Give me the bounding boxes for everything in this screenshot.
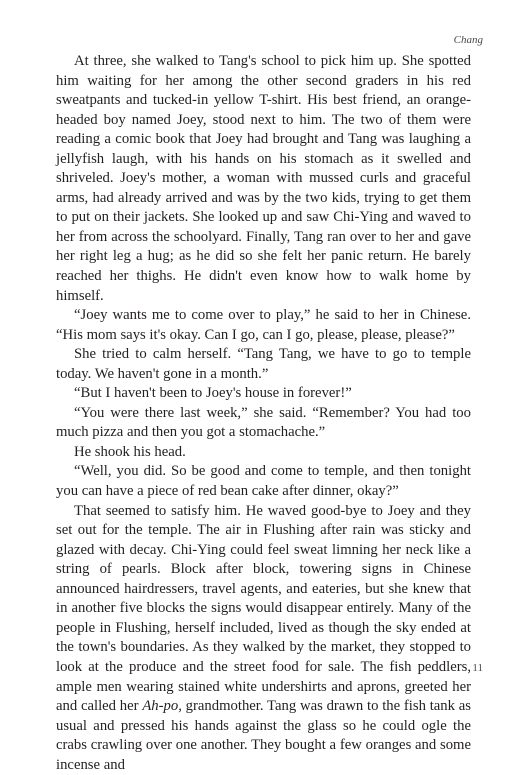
paragraph: At three, she walked to Tang's school to pick him up. She spotted him waiting for her among the other second graders in his red sweatpants and tucked-in yellow T-shirt. His best friend, an orange-headed boy named Joey, stood next to him. The two of them were reading a comic book that Joey had brought and Tang was laughing a jellyfish laugh, with his hands on his stomach as it swelled and shriveled. Joey's mother, a woman with mussed curls and graceful arms, had already arrived and was by the two kids, trying to get them to put on their jackets. She looked up and saw Chi-Ying and waved to her from across the schoolyard. Finally, Tang ran over to her and gave her right leg a hug; as he did so she felt her panic return. He barely reached her thighs. He didn't even know how to walk home by himself. <box>56 53 471 304</box>
italic-term: Ah-po <box>142 698 179 715</box>
paragraph: “Well, you did. So be good and come to temple, and then tonight you can have a piece of red bean cake after dinner, okay?” <box>56 463 471 500</box>
paragraph: She tried to calm herself. “Tang Tang, we have to go to temple today. We haven't gone in a month.” <box>56 346 471 382</box>
running-head: Chang <box>453 34 483 46</box>
body-text <box>56 52 471 775</box>
paragraph: He shook his head. <box>74 443 186 460</box>
paragraph-last <box>56 502 471 775</box>
paragraph-text: That seemed to satisfy him. He waved good-bye to Joey and they set out for the temple. The air in Flushing after rain was sticky and glazed with decay. Chi-Ying could feel sweat limning her neck like a string of pearls. Block after block, towering signs in Chinese announced hairdressers, travel agents, and eateries, but she knew that in another five blocks the signs would disappear entirely. Many of the people in Flushing, herself included, lived as though the sky ended at the town's boundaries. As they walked by the market, they stopped to look at the produce and the street food for sale. The fish peddlers, ample men wearing stained white undershirts and aprons, greeted her and called her <box>56 502 471 715</box>
paragraph: “But I haven't been to Joey's house in forever!” <box>74 385 352 402</box>
page-number: 11 <box>472 662 483 674</box>
paragraph-text: , grandmother. Tang was drawn to the fish tank as usual and pressed his hands against the glass so he could ogle the crabs crawling over one another. They bought a few oranges and some incense and <box>56 698 471 773</box>
paragraph: “Joey wants me to come over to play,” he said to her in Chinese. “His mom says it's okay. Can I go, can I go, please, please, please?” <box>56 307 471 343</box>
paragraph: “You were there last week,” she said. “Remember? You had too much pizza and then you got a stomachache.” <box>56 404 471 441</box>
